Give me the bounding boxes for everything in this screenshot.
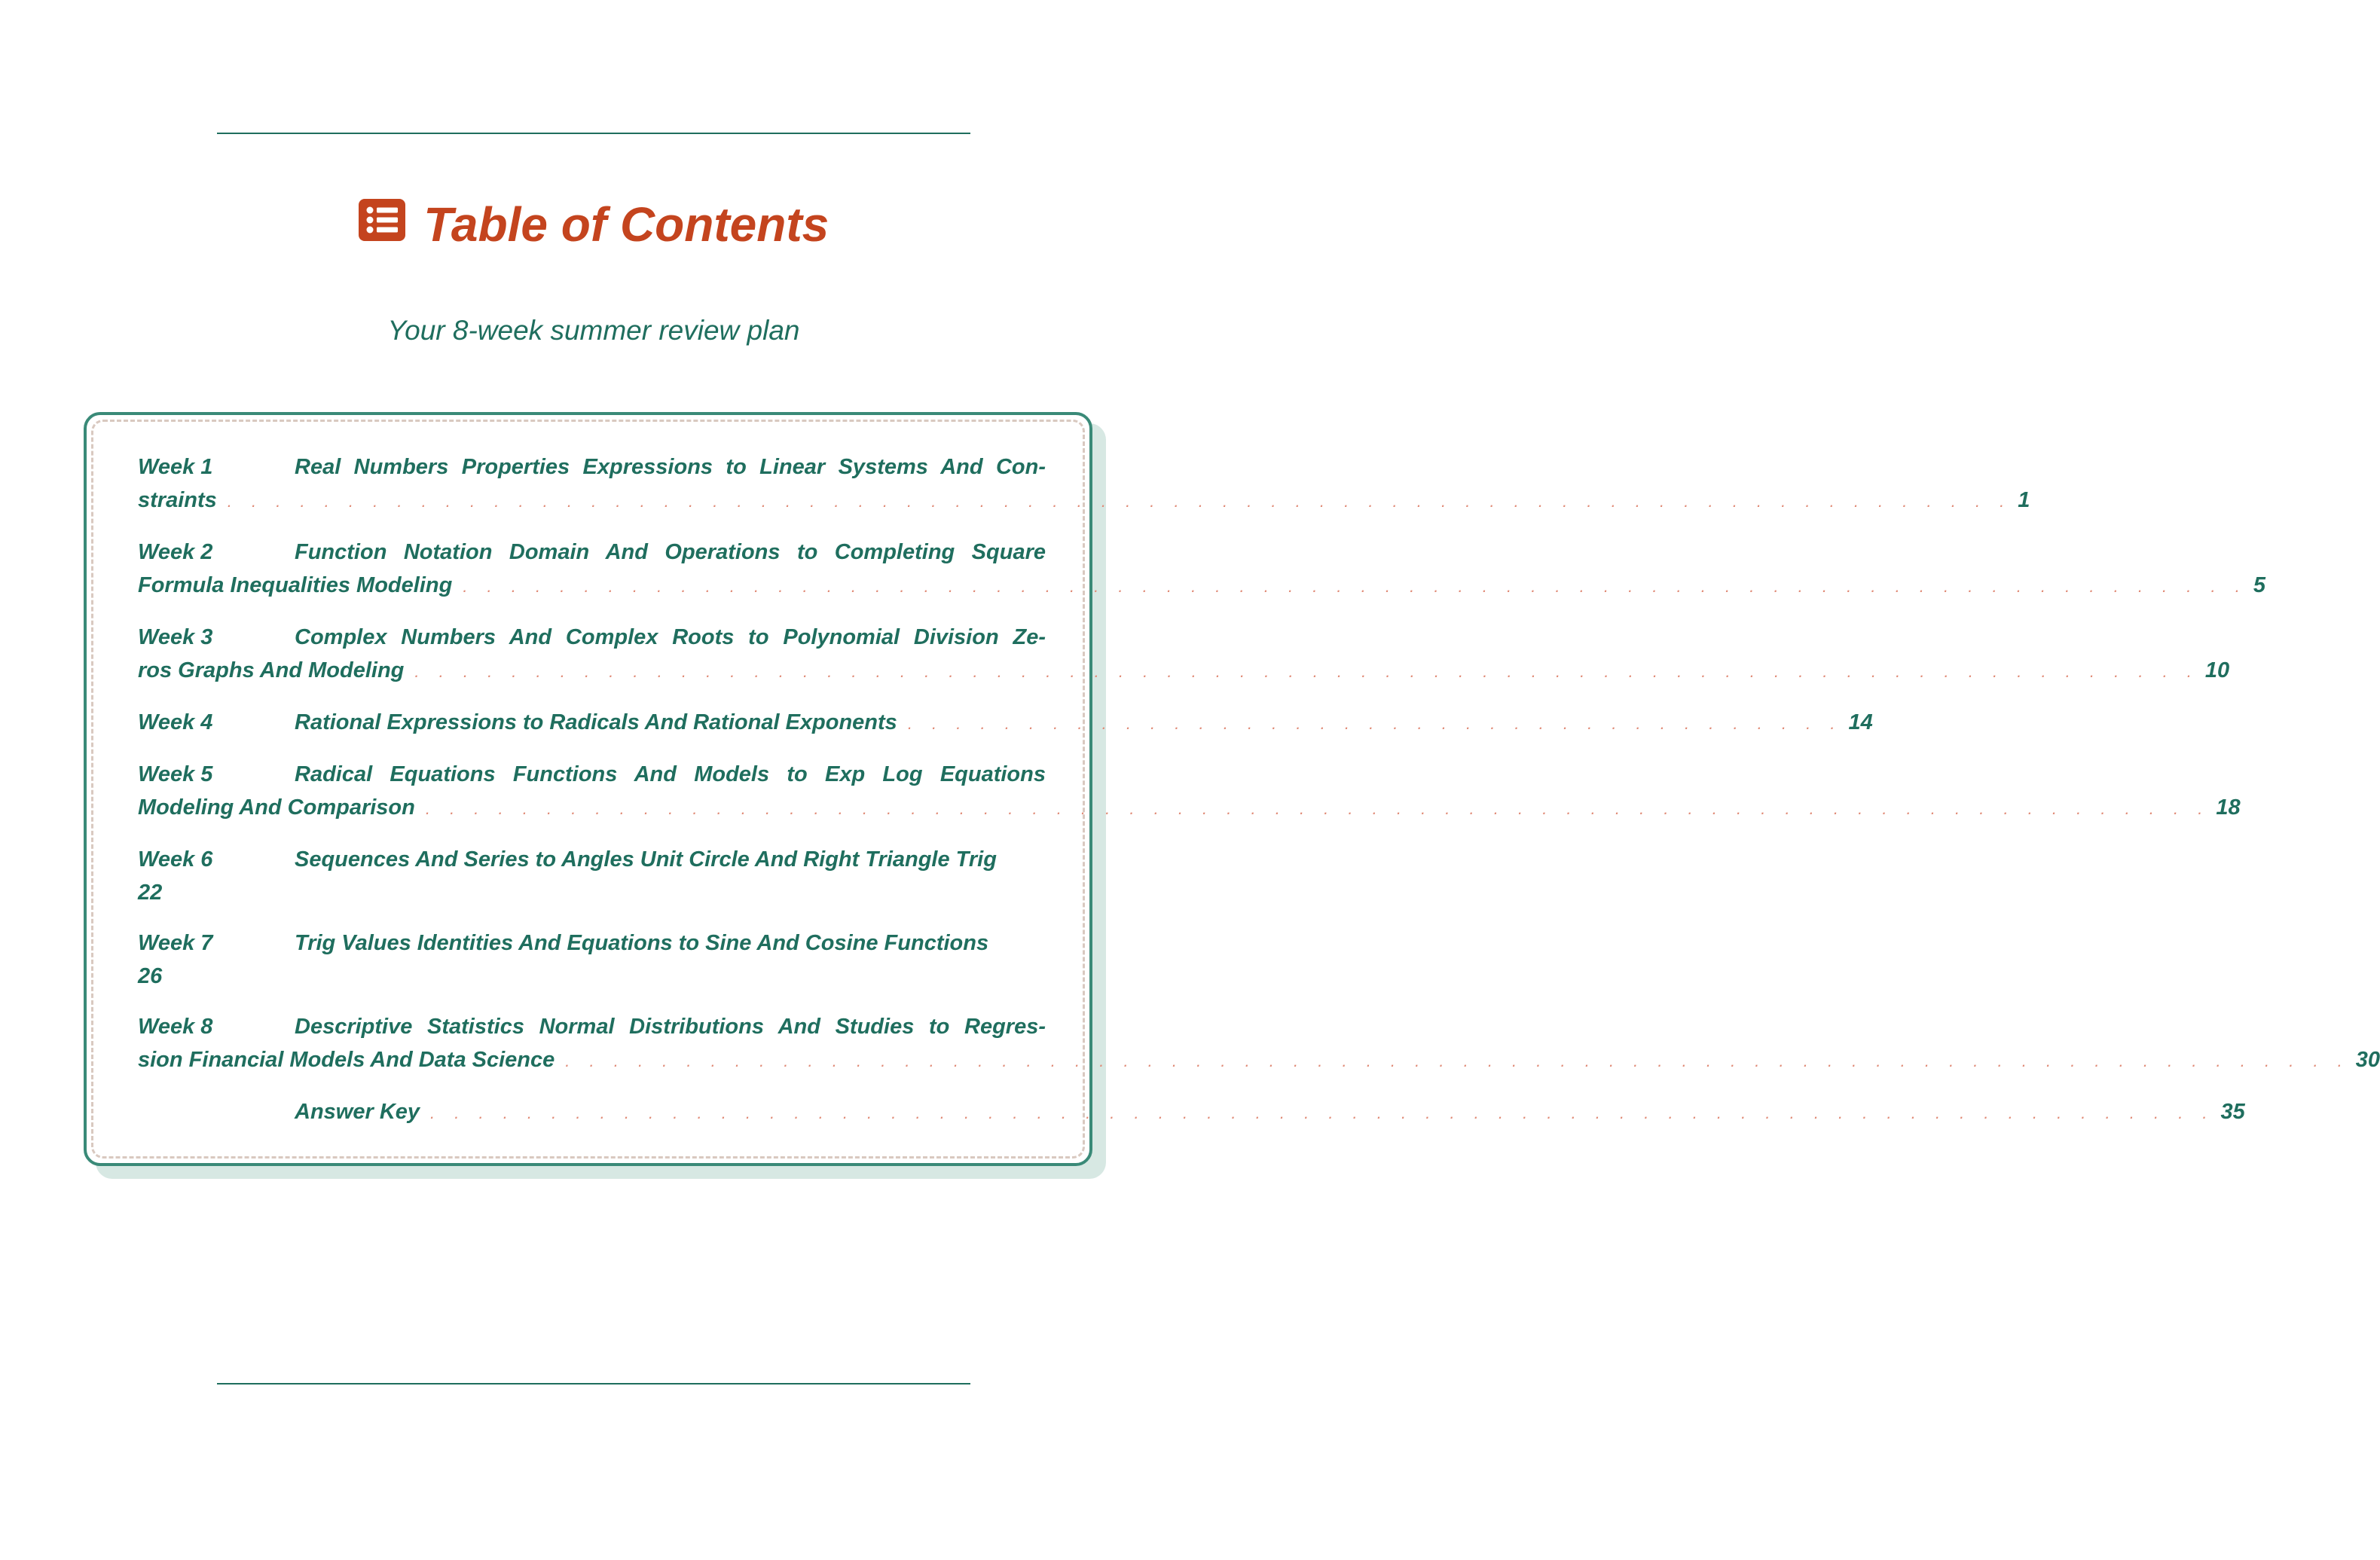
toc-page-number: 5 xyxy=(2253,573,2265,597)
toc-entry-week-4[interactable] xyxy=(138,706,1873,740)
toc-title-line-1: Rational Expressions to Radicals And Rational Exponents xyxy=(295,710,897,734)
toc-page-number: 1 xyxy=(2018,488,2030,512)
toc-title-line-1: Radical Equations Functions And Models to Exp Log Equations xyxy=(295,762,1046,786)
page-subtitle: Your 8-week summer review plan xyxy=(387,315,800,346)
toc-week-label: Week 1 xyxy=(138,455,213,479)
toc-entry-answer-key[interactable] xyxy=(138,1095,2245,1130)
toc-title-line-1: Real Numbers Properties Expressions to Linear Systems And Con- xyxy=(295,455,1046,479)
toc-week-label: Week 6 xyxy=(138,847,213,872)
toc-title-line-2: sion Financial Models And Data Science xyxy=(138,1048,555,1072)
toc-page-number: 30 xyxy=(2355,1048,2380,1072)
toc-dot-leader: . . . . . . . . . . . . . . . . . . . . . . . . . . . . . . . . . . . . . . . . . . . . . . . . . . . . . . . . . . . . . . . . . . . . . . . . . . xyxy=(227,492,2012,511)
toc-week-label: Week 3 xyxy=(138,625,213,649)
toc-page-number: 10 xyxy=(2204,658,2230,682)
toc-title-line-2: ros Graphs And Modeling xyxy=(138,658,405,682)
toc-title-line-1: Descriptive Statistics Normal Distributions And Studies to Regres- xyxy=(295,1015,1046,1039)
toc-page-number: 22 xyxy=(138,881,163,905)
toc-title-line-1: Answer Key xyxy=(295,1100,420,1124)
toc-dot-leader: . . . . . . . . . . . . . . . . . . . . . . . . . . . . . . . . . . . . . . . xyxy=(907,714,1843,733)
toc-entry-week-3[interactable] xyxy=(138,621,2230,688)
toc-week-label: Week 7 xyxy=(138,931,213,955)
toc-title-line-1: Trig Values Identities And Equations to Sine And Cosine Functions xyxy=(295,931,989,955)
toc-week-label: Week 8 xyxy=(138,1015,213,1039)
toc-page-number: 14 xyxy=(1848,710,1873,734)
toc-entry-week-1[interactable] xyxy=(138,450,2030,518)
list-icon xyxy=(359,199,405,241)
toc-title-line-2: Modeling And Comparison xyxy=(138,795,415,820)
toc-entry-week-6[interactable] xyxy=(138,843,1046,909)
toc-entry-week-2[interactable] xyxy=(138,536,2265,603)
toc-dot-leader: . . . . . . . . . . . . . . . . . . . . . . . . . . . . . . . . . . . . . . . . . . . . . . . . . . . . . . . . . . . . . . . . . . . . . . . . . . xyxy=(565,1052,2350,1070)
toc-dot-leader: . . . . . . . . . . . . . . . . . . . . . . . . . . . . . . . . . . . . . . . . . . . . . . . . . . . . . . . . . . . . . . . . . . . . . . . . . . xyxy=(425,799,2210,818)
title-row xyxy=(0,194,1187,255)
toc-entry-week-8[interactable] xyxy=(138,1010,2380,1078)
toc-title-line-2: straints xyxy=(138,488,217,512)
toc-entry-week-5[interactable] xyxy=(138,758,2241,826)
toc-title-line-2: Formula Inequalities Modeling xyxy=(138,573,453,597)
toc-title-line-1: Complex Numbers And Complex Roots to Polynomial Division Ze- xyxy=(295,625,1046,649)
toc-dot-leader: . . . . . . . . . . . . . . . . . . . . . . . . . . . . . . . . . . . . . . . . . . . . . . . . . . . . . . . . . . . . . . . . . . . . . . . . . . xyxy=(430,1104,2215,1122)
toc-week-label: Week 5 xyxy=(138,762,213,786)
page-title: Table of Contents xyxy=(423,197,829,252)
toc-page-number: 18 xyxy=(2216,795,2241,820)
toc-list xyxy=(138,450,2380,1147)
toc-dot-leader: . . . . . . . . . . . . . . . . . . . . . . . . . . . . . . . . . . . . . . . . . . . . . . . . . . . . . . . . . . . . . . . . . . . . . . . . . . xyxy=(414,662,2199,681)
toc-title-line-1: Sequences And Series to Angles Unit Circle And Right Triangle Trig xyxy=(295,847,997,872)
toc-week-label: Week 2 xyxy=(138,540,213,564)
toc-title-line-1: Function Notation Domain And Operations to Completing Square xyxy=(295,540,1046,564)
top-rule xyxy=(217,133,970,134)
toc-week-label: Week 4 xyxy=(138,710,213,734)
toc-dot-leader: . . . . . . . . . . . . . . . . . . . . . . . . . . . . . . . . . . . . . . . . . . . . . . . . . . . . . . . . . . . . . . . . . . . . . . . . . . xyxy=(463,577,2247,596)
bottom-rule xyxy=(217,1383,970,1384)
toc-entry-week-7[interactable] xyxy=(138,927,1046,993)
toc-page-number: 26 xyxy=(138,964,163,988)
toc-page-number: 35 xyxy=(2220,1100,2245,1124)
